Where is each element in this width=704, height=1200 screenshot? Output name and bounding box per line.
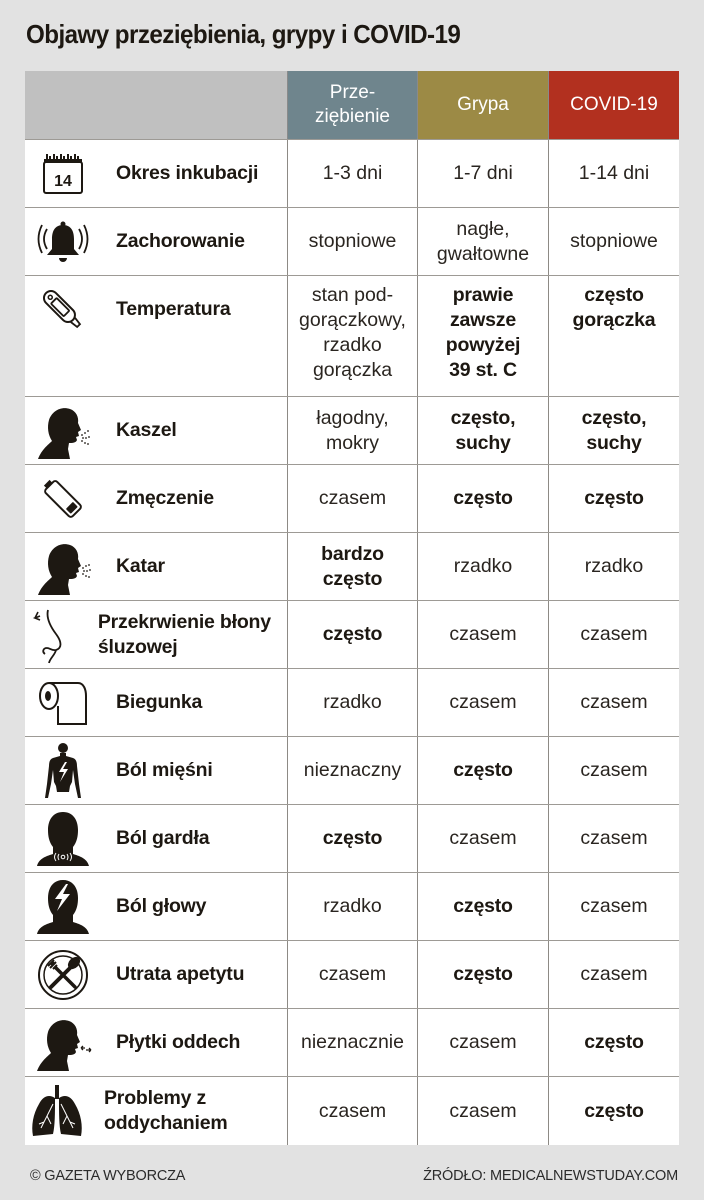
cell-covid: czasem: [548, 941, 679, 1008]
table-row: [25, 600, 679, 668]
row-label: Kaszel: [116, 419, 177, 441]
cell-grypa: czasem: [417, 601, 548, 668]
cell-covid: często: [548, 465, 679, 532]
header-grypa: Grypa: [417, 71, 548, 139]
table-row: [25, 736, 679, 804]
header-label-line1: Prze-: [329, 82, 376, 103]
row-label: Płytki oddech: [116, 1031, 241, 1053]
table-row: [25, 1008, 679, 1076]
cell-przeziebienie: 1-3 dni: [287, 140, 417, 207]
cell-grypa: czasem: [417, 1077, 548, 1145]
body-pain-icon: [25, 737, 97, 804]
cell-przeziebienie: łagodny, mokry: [287, 397, 417, 464]
cell-covid: często, suchy: [548, 397, 679, 464]
cell-grypa: rzadko: [417, 533, 548, 600]
cell-covid: często: [548, 1077, 679, 1145]
cell-covid: czasem: [548, 737, 679, 804]
source-credit: ŹRÓDŁO: MEDICALNEWSTUDAY.COM: [423, 1168, 678, 1184]
row-label: Ból mięśni: [116, 759, 213, 781]
cell-grypa: prawie zawsze powyżej 39 st. C: [417, 276, 548, 396]
table-row: [25, 668, 679, 736]
headache-icon: [25, 873, 97, 940]
coughing-head-icon: [25, 397, 97, 464]
toilet-paper-icon: [25, 669, 97, 736]
cell-covid: rzadko: [548, 533, 679, 600]
cell-covid: 1-14 dni: [548, 140, 679, 207]
cell-przeziebienie: nieznacznie: [287, 1009, 417, 1076]
cell-covid: czasem: [548, 669, 679, 736]
cell-covid: czasem: [548, 873, 679, 940]
table-row: [25, 804, 679, 872]
header-przeziebienie: [287, 71, 417, 139]
cell-przeziebienie: często: [287, 601, 417, 668]
header-covid: COVID-19: [548, 71, 679, 139]
cell-covid: stopniowe: [548, 208, 679, 275]
cell-przeziebienie: stopniowe: [287, 208, 417, 275]
cell-przeziebienie: często: [287, 805, 417, 872]
cell-grypa: często, suchy: [417, 397, 548, 464]
table-row: [25, 940, 679, 1008]
row-label: Zmęczenie: [116, 487, 214, 509]
sneezing-head-icon: [25, 533, 97, 600]
alarm-bell-icon: [25, 208, 97, 275]
cell-grypa: często: [417, 737, 548, 804]
cell-przeziebienie: czasem: [287, 465, 417, 532]
cell-grypa: czasem: [417, 805, 548, 872]
row-label: Okres inkubacji: [116, 162, 259, 184]
table-row: [25, 1076, 679, 1145]
cell-covid: czasem: [548, 601, 679, 668]
cell-przeziebienie: bardzo często: [287, 533, 417, 600]
low-battery-icon: [25, 465, 97, 532]
cell-przeziebienie: rzadko: [287, 873, 417, 940]
page-title: Objawy przeziębienia, grypy i COVID-19: [26, 19, 461, 49]
lungs-icon: [25, 1077, 85, 1145]
cell-grypa: często: [417, 941, 548, 1008]
table-row: [25, 872, 679, 940]
table-header: [25, 71, 679, 139]
svg-text:14: 14: [54, 172, 72, 190]
row-label: Katar: [116, 555, 165, 577]
cell-przeziebienie: nieznaczny: [287, 737, 417, 804]
cell-przeziebienie: stan pod-gorączkowy, rzadko gorączka: [287, 276, 417, 396]
nose-icon: [25, 601, 79, 668]
sore-throat-icon: [25, 805, 97, 872]
cell-covid: czasem: [548, 805, 679, 872]
cell-covid: często gorączka: [548, 276, 679, 396]
row-label: Przekrwienie błony śluzowej: [97, 610, 271, 658]
cell-przeziebienie: rzadko: [287, 669, 417, 736]
row-label: Problemy z oddychaniem: [104, 1087, 228, 1134]
table-row: [25, 139, 679, 207]
table-row: [25, 532, 679, 600]
row-label: Ból głowy: [116, 895, 207, 917]
table-row: [25, 275, 679, 396]
thermometer-icon: [25, 276, 97, 336]
table-row: [25, 464, 679, 532]
no-food-icon: [25, 941, 97, 1008]
copyright-credit: © GAZETA WYBORCZA: [30, 1168, 186, 1184]
cell-grypa: czasem: [417, 1009, 548, 1076]
table-row: [25, 396, 679, 464]
shallow-breath-icon: [25, 1009, 97, 1076]
cell-grypa: często: [417, 465, 548, 532]
row-label: Zachorowanie: [116, 230, 245, 252]
cell-grypa: 1-7 dni: [417, 140, 548, 207]
row-label: Utrata apetytu: [116, 963, 245, 985]
header-label-line2: ziębienie: [315, 106, 390, 127]
cell-covid: często: [548, 1009, 679, 1076]
cell-grypa: nagłe, gwałtowne: [417, 208, 548, 275]
cell-przeziebienie: czasem: [287, 1077, 417, 1145]
cell-grypa: czasem: [417, 669, 548, 736]
cell-grypa: często: [417, 873, 548, 940]
calendar-icon: [25, 140, 97, 207]
row-label: Biegunka: [116, 691, 203, 713]
row-label: Temperatura: [116, 298, 231, 320]
symptoms-table: [25, 71, 679, 1145]
row-label: Ból gardła: [116, 827, 210, 849]
table-row: [25, 207, 679, 275]
header-blank-cell: [25, 71, 287, 139]
cell-przeziebienie: czasem: [287, 941, 417, 1008]
